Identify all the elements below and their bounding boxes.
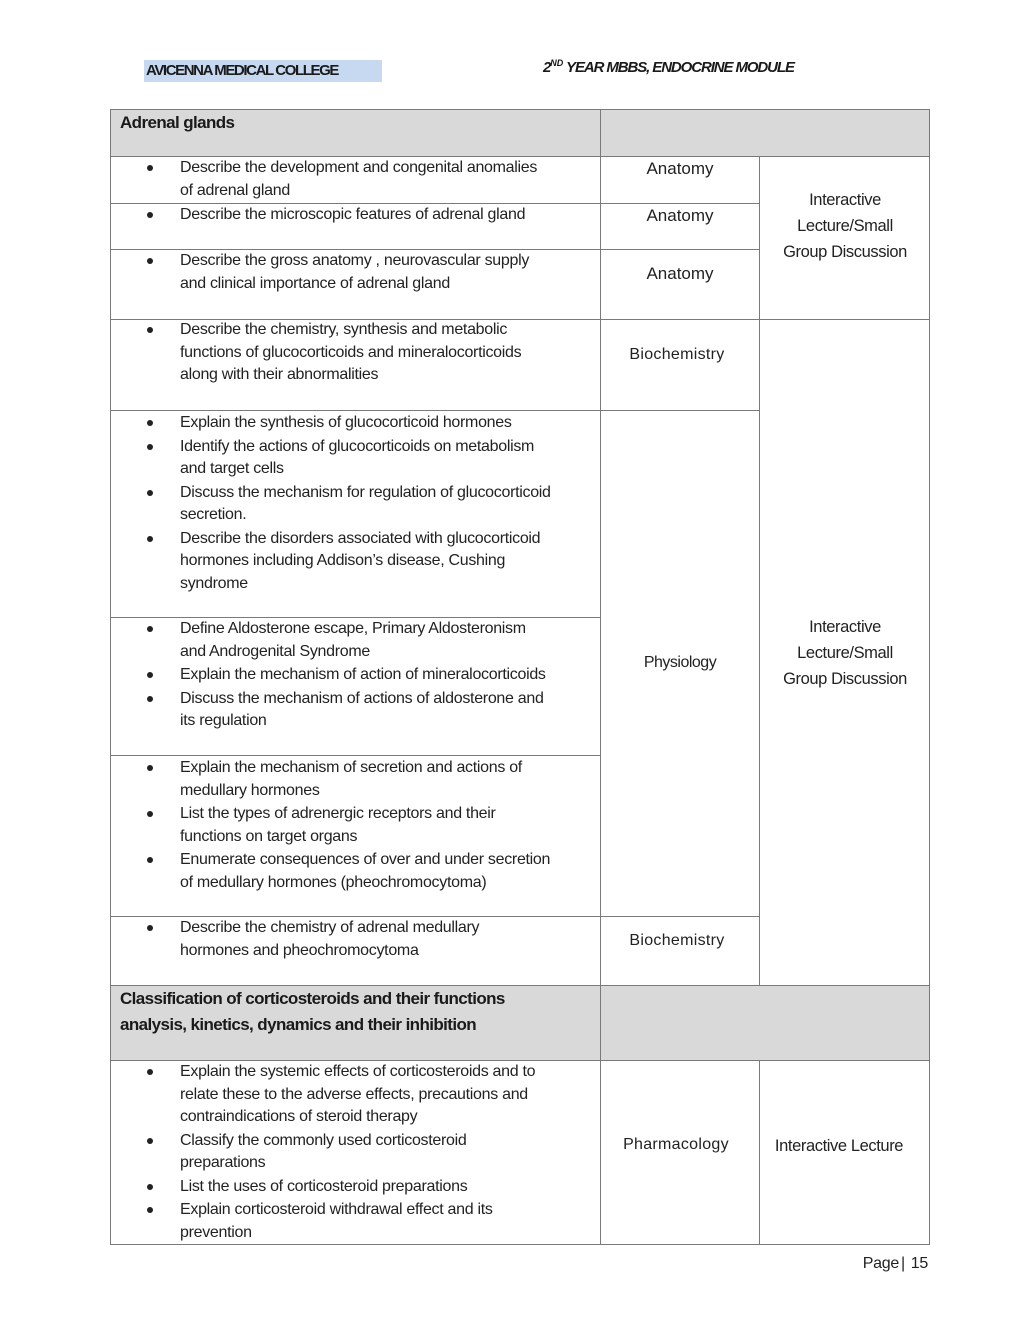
teaching-method: Interactive Lecture/Small Group Discussion [783,191,907,261]
bullet-icon [147,1138,153,1144]
bullet-icon [147,444,153,450]
list-item: Explain corticosteroid withdrawal effect and its prevention [144,1199,564,1244]
list-item: Explain the mechanism of action of mineralocorticoids [144,664,564,687]
page-number: Page | 15 [862,1255,928,1272]
bullet-icon [147,672,153,678]
objective-list [144,757,564,895]
bullet-icon [147,626,153,632]
bullet-icon [147,1207,153,1213]
row-divider [110,410,760,411]
bullet-icon [147,857,153,863]
list-item: Explain the mechanism of secretion and actions of medullary hormones [144,757,564,802]
column-divider [759,157,760,986]
list-item: Explain the synthesis of glucocorticoid hormones [144,412,564,435]
section-title-corticosteroids: Classification of corticosteroids and their functions analysis, kinetics, dynamics and their inhibition [120,989,505,1034]
subject-anatomy: Anatomy [646,264,714,283]
teaching-method: Interactive Lecture/Small Group Discussion [783,618,907,688]
objective-list [144,1061,564,1245]
subject-anatomy: Anatomy [646,159,714,178]
objective-list [144,204,564,228]
subject-biochemistry: Biochemistry [629,346,725,363]
objective-list [144,250,564,296]
list-item: Identify the actions of glucocorticoids on metabolism and target cells [144,436,564,481]
list-item: Discuss the mechanism for regulation of glucocorticoid secretion. [144,482,564,527]
list-item: Describe the chemistry, synthesis and metabolic functions of glucocorticoids and mineralocorticoids along with their abnormalities [144,319,564,387]
subject-anatomy: Anatomy [646,206,714,225]
bullet-icon [147,1069,153,1075]
objective-list [144,618,564,734]
list-item: List the types of adrenergic receptors and their functions on target organs [144,803,564,848]
objective-list [144,917,564,963]
bullet-icon [147,1184,153,1190]
list-item: Describe the gross anatomy , neurovascular supply and clinical importance of adrenal gland [144,250,564,295]
list-item: Describe the development and congenital anomalies of adrenal gland [144,157,564,202]
list-item: Classify the commonly used corticosteroid preparations [144,1130,564,1175]
bullet-icon [147,212,153,218]
bullet-icon [147,696,153,702]
list-item: Describe the chemistry of adrenal medullary hormones and pheochromocytoma [144,917,564,962]
list-item: Explain the systemic effects of corticosteroids and to relate these to the adverse effects, precautions and contraindications of steroid therapy [144,1061,564,1129]
bullet-icon [147,258,153,264]
bullet-icon [147,811,153,817]
section-title-adrenal-glands: Adrenal glands [120,113,235,132]
list-item: Enumerate consequences of over and under secretion of medullary hormones (pheochromocytoma) [144,849,564,894]
objective-list [144,412,564,596]
bullet-icon [147,536,153,542]
row-divider [110,755,600,756]
teaching-method: Interactive Lecture [774,1137,904,1155]
list-item: Describe the microscopic features of adrenal gland [144,204,564,227]
subject-physiology: Physiology [643,654,717,671]
subject-pharmacology: Pharmacology [623,1136,729,1153]
bullet-icon [147,420,153,426]
bullet-icon [147,925,153,931]
list-item: List the uses of corticosteroid preparations [144,1176,564,1199]
table-border [110,109,111,1245]
bullet-icon [147,165,153,171]
list-item: Describe the disorders associated with glucocorticoid hormones including Addison’s disease, Cushing syndrome [144,528,564,596]
bullet-icon [147,490,153,496]
bullet-icon [147,765,153,771]
objective-list [144,319,564,388]
bullet-icon [147,327,153,333]
objective-list [144,157,564,203]
college-name: AVICENNA MEDICAL COLLEGE [144,60,382,82]
list-item: Define Aldosterone escape, Primary Aldosteronism and Androgenital Syndrome [144,618,564,663]
subject-biochemistry: Biochemistry [629,932,725,949]
module-title: 2ND YEAR MBBS, ENDOCRINE MODULE [543,58,794,76]
list-item: Discuss the mechanism of actions of aldosterone and its regulation [144,688,564,733]
